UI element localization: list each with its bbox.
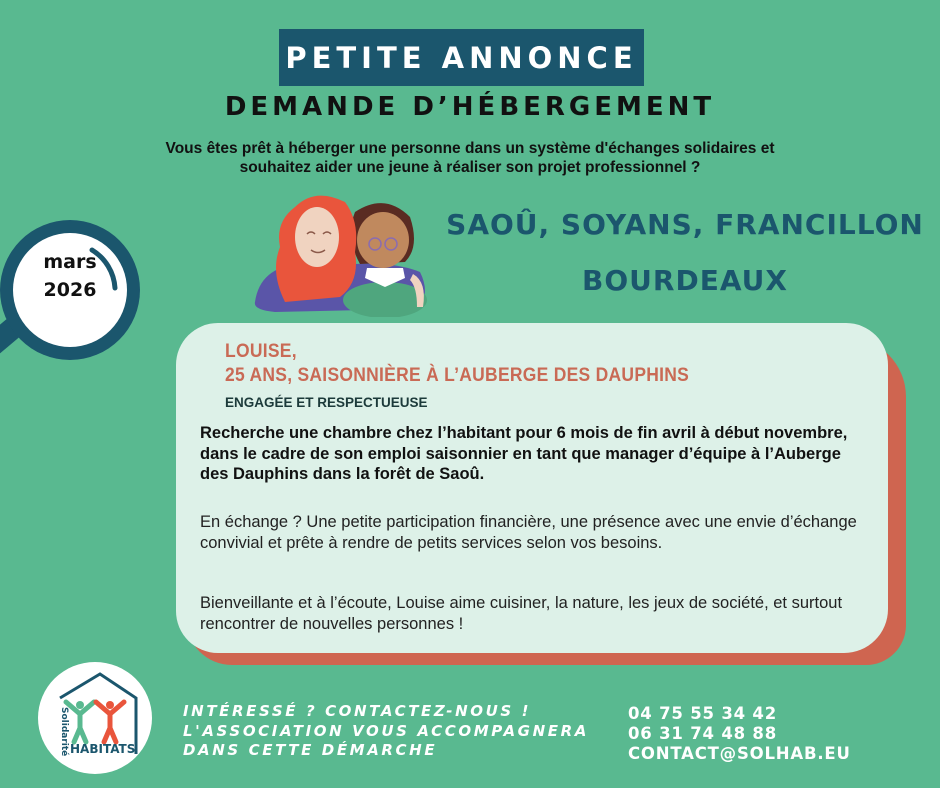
house-people-icon [38, 662, 152, 774]
location-line-1: SAOÛ, SOYANS, FRANCILLON [446, 208, 924, 241]
contact-info [628, 704, 851, 764]
two-women-illustration-icon [245, 192, 445, 317]
profile-description: Bienveillante et à l’écoute, Louise aime cuisiner, la nature, les jeux de société, et surtout rencontrer de nouvelles personnes ! [200, 594, 843, 633]
email-link[interactable]: CONTACT@SOLHAB.EU [628, 744, 851, 763]
profile-name: LOUISE, [225, 341, 297, 362]
profile-role: 25 ANS, SAISONNIÈRE À L’AUBERGE DES DAUPHINS [225, 365, 690, 386]
date-badge [14, 248, 126, 304]
announcement-banner: PETITE ANNONCE [279, 29, 644, 86]
page-subtitle: DEMANDE D’HÉBERGEMENT [224, 92, 716, 122]
profile-heading [225, 340, 689, 388]
date-year: 2026 [43, 279, 97, 301]
svg-text:Solidarité: Solidarité [59, 707, 69, 757]
phone-1[interactable]: 04 75 55 34 42 [628, 704, 777, 723]
profile-exchange: En échange ? Une petite participation financière, une présence avec une envie d’échange convivial et prête à rendre de petits services selon vos besoins. [200, 513, 857, 552]
cta-line-3: DANS CETTE DÉMARCHE [183, 741, 438, 759]
call-to-action [183, 702, 589, 761]
intro-line-1: Vous êtes prêt à héberger une personne dans un système d'échanges solidaires et [165, 140, 775, 157]
date-month: mars [43, 251, 97, 273]
cta-line-2: L'ASSOCIATION VOUS ACCOMPAGNERA [183, 721, 589, 740]
intro-line-2: souhaitez aider une jeune à réaliser son projet professionnel ? [239, 159, 701, 176]
cta-line-1: INTÉRESSÉ ? CONTACTEZ-NOUS ! [183, 702, 532, 720]
solidarite-habitats-logo [38, 662, 152, 774]
profile-lead: Recherche une chambre chez l’habitant pour 6 mois de fin avril à début novembre, dans le cadre de son emploi saisonnier en tant que manager d’équipe à l’Auberge des Dauphins dans la forêt de Saoû. [200, 424, 848, 483]
svg-text:HABITATS: HABITATS [70, 742, 136, 756]
location-line-2: BOURDEAUX [582, 264, 788, 297]
phone-2[interactable]: 06 31 74 48 88 [628, 724, 777, 743]
intro-text [40, 139, 900, 177]
profile-tagline: ENGAGÉE ET RESPECTUEUSE [225, 395, 428, 410]
